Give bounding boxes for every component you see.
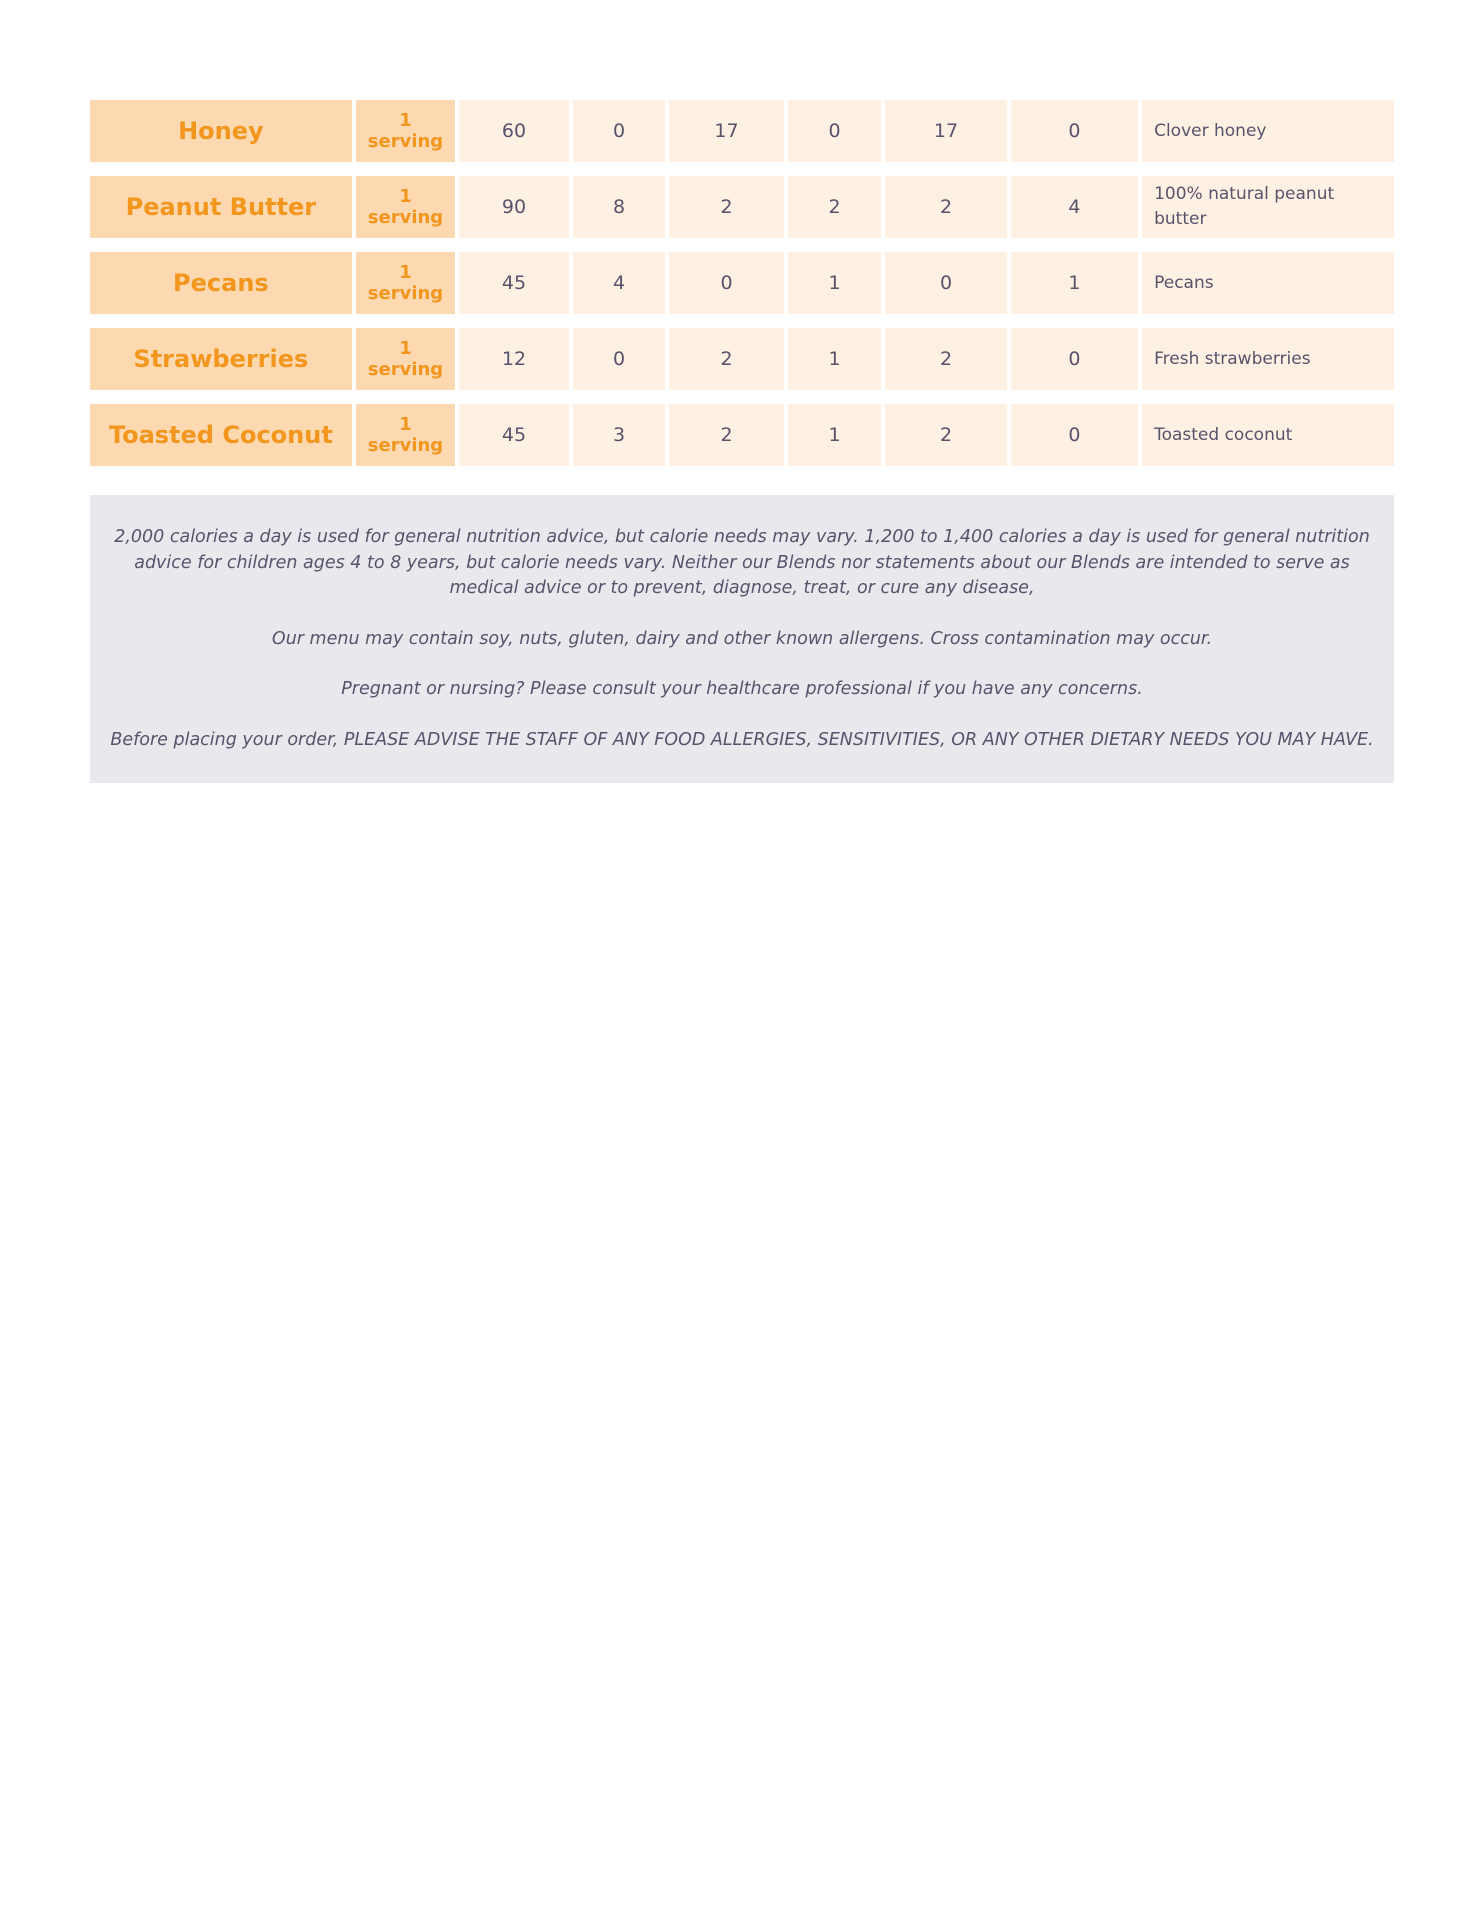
value-cell: 2 [885, 328, 1006, 390]
serving-size [356, 176, 456, 238]
serving-qty: 1 [399, 262, 412, 283]
value-cell: 0 [1011, 328, 1138, 390]
item-description: Clover honey [1142, 100, 1394, 162]
value-cell: 60 [459, 100, 568, 162]
value-cell: 1 [788, 328, 882, 390]
value-cell: 2 [885, 176, 1006, 238]
value-cell: 1 [1011, 252, 1138, 314]
value-cell: 3 [573, 404, 666, 466]
item-name: Peanut Butter [90, 176, 352, 238]
serving-unit: serving [367, 131, 444, 152]
item-description: 100% natural peanut butter [1142, 176, 1394, 238]
value-cell: 1 [788, 252, 882, 314]
serving-unit: serving [367, 207, 444, 228]
value-cell: 2 [885, 404, 1006, 466]
value-cell: 4 [1011, 176, 1138, 238]
item-name: Honey [90, 100, 352, 162]
order-advisory: Before placing your order, PLEASE ADVISE THE STAFF OF ANY FOOD ALLERGIES, SENSITIVITIES, OR ANY OTHER DIETARY NEEDS YOU MAY HAVE. [110, 729, 1374, 750]
value-cell: 2 [788, 176, 882, 238]
allergen-warning: Our menu may contain soy, nuts, gluten, dairy and other known allergens. Cross contamination may occur. [271, 628, 1213, 649]
nutrition-page [90, 100, 1394, 783]
value-cell: 1 [788, 404, 882, 466]
serving-size [356, 404, 456, 466]
item-name: Strawberries [90, 328, 352, 390]
serving-qty: 1 [399, 338, 412, 359]
value-cell: 0 [669, 252, 783, 314]
table-row [90, 100, 1394, 162]
value-cell: 0 [573, 100, 666, 162]
serving-qty: 1 [399, 186, 412, 207]
serving-size [356, 100, 456, 162]
serving-unit: serving [367, 435, 444, 456]
table-row [90, 404, 1394, 466]
value-cell: 0 [573, 328, 666, 390]
value-cell: 17 [885, 100, 1006, 162]
table-row [90, 176, 1394, 238]
serving-qty: 1 [399, 414, 412, 435]
serving-size [356, 328, 456, 390]
value-cell: 2 [669, 328, 783, 390]
item-description: Fresh strawberries [1142, 328, 1394, 390]
disclaimer-box [90, 495, 1394, 783]
pregnancy-notice: Pregnant or nursing? Please consult your healthcare professional if you have any concerns. [341, 679, 1143, 699]
item-description: Toasted coconut [1142, 404, 1394, 466]
value-cell: 45 [459, 252, 568, 314]
value-cell: 4 [573, 252, 666, 314]
value-cell: 2 [669, 176, 783, 238]
calorie-disclaimer: 2,000 calories a day is used for general nutrition advice, but calorie needs may vary. 1,200 to 1,400 calories a day is used for general nutrition advice for children ages 4 to 8 years, but calorie needs vary. Neither our Blends nor statements about our Blends are intended to serve as medical advice or to prevent, diagnose, treat, or cure any disease, [114, 527, 1370, 598]
item-description: Pecans [1142, 252, 1394, 314]
nutrition-table [90, 100, 1394, 466]
value-cell: 45 [459, 404, 568, 466]
item-name: Toasted Coconut [90, 404, 352, 466]
item-name: Pecans [90, 252, 352, 314]
value-cell: 0 [1011, 404, 1138, 466]
table-row [90, 328, 1394, 390]
serving-unit: serving [367, 359, 444, 380]
table-row [90, 252, 1394, 314]
value-cell: 8 [573, 176, 666, 238]
serving-qty: 1 [399, 110, 412, 131]
value-cell: 17 [669, 100, 783, 162]
value-cell: 2 [669, 404, 783, 466]
value-cell: 12 [459, 328, 568, 390]
value-cell: 0 [788, 100, 882, 162]
value-cell: 90 [459, 176, 568, 238]
value-cell: 0 [885, 252, 1006, 314]
serving-unit: serving [367, 283, 444, 304]
value-cell: 0 [1011, 100, 1138, 162]
serving-size [356, 252, 456, 314]
